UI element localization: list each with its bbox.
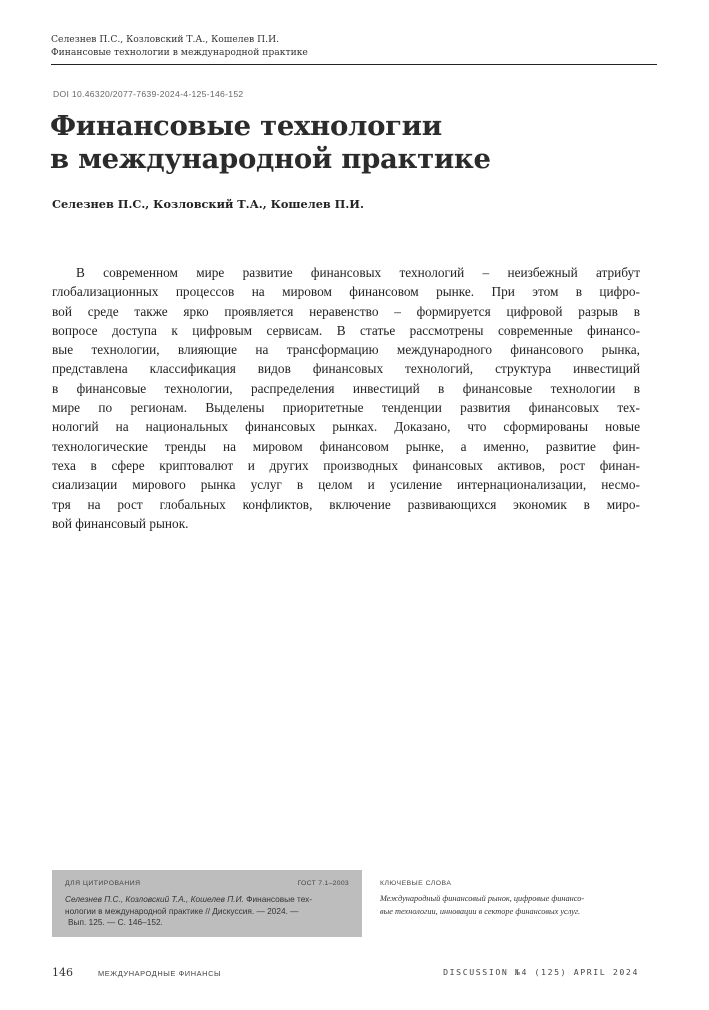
abstract-line: тря на рост глобальных конфликтов, включение развивающихся экономик в миро-: [52, 496, 640, 512]
article-title: [50, 110, 491, 176]
abstract-line: глобализационных процессов на мировом финансовом рынке. При этом в цифро-: [52, 284, 640, 300]
keywords-line: вые технологии, инновации в секторе финансовых услуг.: [380, 906, 581, 916]
citation-authors: Селезнев П.С., Козловский Т.А., Кошелев П.И.: [65, 894, 244, 904]
citation-text: [65, 894, 355, 929]
header-divider: [51, 64, 657, 65]
citation-gost: ГОСТ 7.1–2003: [297, 880, 349, 887]
abstract-line: сиализации мирового рынка услуг в целом и усиление интернационализации, несмо-: [52, 477, 640, 493]
keywords-line: Международный финансовый рынок, цифровые финансо-: [380, 894, 585, 903]
citation-line: нологии в международной практике // Дискуссия. — 2024. —: [65, 905, 299, 916]
abstract-line: в финансовые технологии, распределения инвестиций в финансовые технологии в: [52, 380, 640, 396]
abstract-line: теха в сфере криптовалют и других производных финансовых активов, рост финан-: [52, 457, 640, 473]
keywords-label: КЛЮЧЕВЫЕ СЛОВА: [380, 880, 452, 887]
citation-label: ДЛЯ ЦИТИРОВАНИЯ: [65, 880, 141, 887]
running-header-authors: Селезнев П.С., Козловский Т.А., Кошелев П.И.: [51, 34, 279, 45]
citation-box: [52, 870, 362, 937]
citation-line: Селезнев П.С., Козловский Т.А., Кошелев П.И. Финансовые тех-: [65, 894, 313, 904]
article-authors: Селезнев П.С., Козловский Т.А., Кошелев П.И.: [52, 197, 364, 211]
abstract-line: вопросе доступа к цифровым сервисам. В статье рассмотрены современные финансо-: [52, 322, 640, 338]
abstract-line: нологий на национальных финансовых рынках. Доказано, что сформированы новые: [52, 419, 640, 435]
abstract-line: В современном мире развитие финансовых технологий – неизбежный атрибут: [76, 265, 640, 280]
journal-issue: DISCUSSION №4 (125) APRIL 2024: [443, 967, 639, 977]
abstract-line: технологические тренды на мировом финансовом рынке, а именно, развитие фин-: [52, 438, 640, 454]
abstract-line: вой финансовый рынок.: [52, 515, 189, 531]
keywords-text: [380, 893, 645, 918]
abstract: [52, 263, 640, 533]
abstract-line: мире по регионам. Выделены приоритетные тенденции развития финансовых тех-: [52, 400, 640, 416]
doi-link[interactable]: DOI 10.46320/2077-7639-2024-4-125-146-152: [53, 89, 244, 99]
running-header-title: Финансовые технологии в международной практике: [51, 46, 308, 58]
article-title-line: Финансовые технологии: [50, 110, 442, 142]
running-header: [51, 34, 308, 59]
section-name: МЕЖДУНАРОДНЫЕ ФИНАНСЫ: [98, 969, 222, 978]
abstract-line: представлена классификация видов финансовых технологий, структура инвестиций: [52, 361, 640, 377]
abstract-line: вой среде также ярко проявляется неравенство – формируется цифровой разрыв в: [52, 303, 640, 319]
article-title-line: в международной практике: [50, 143, 491, 175]
page-number: 146: [52, 966, 73, 979]
citation-line: Вып. 125. — С. 146–152.: [68, 917, 163, 927]
abstract-line: вые технологии, влияющие на трансформацию международного финансового рынка,: [52, 342, 640, 358]
